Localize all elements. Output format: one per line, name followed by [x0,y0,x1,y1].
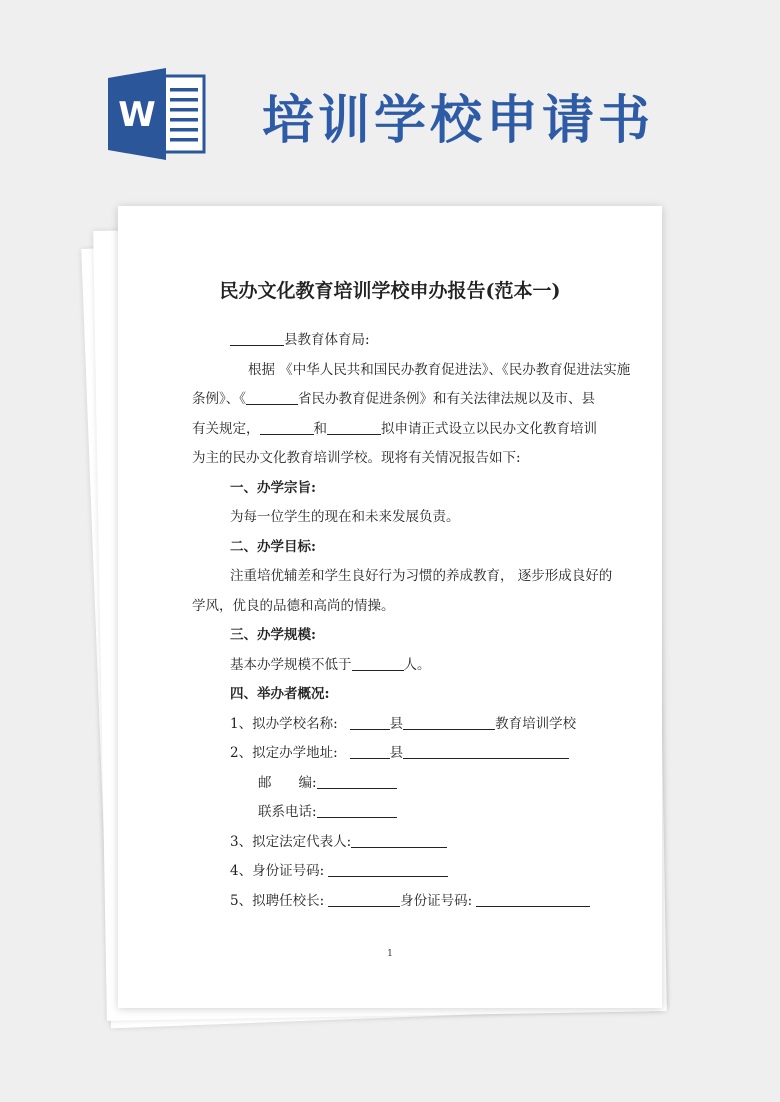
blank-field [327,418,381,435]
blank-field [350,742,390,759]
paragraph-line [192,415,610,445]
section-text: 注重培优辅差和学生良好行为习惯的养成教育， 逐步形成良好的 [230,568,613,584]
blank-field [352,654,404,671]
blank-field [328,860,448,877]
header [0,0,780,200]
text-span: 邮 编: [258,774,317,791]
logo-letter: W [118,95,156,135]
text-span: 省民办教育促进条例》和有关法律法规以及市、县 [298,391,595,407]
section-heading: 四、举办者概况: [230,686,330,702]
paragraph-line [192,385,610,415]
document-page [118,206,662,1008]
main-title: 培训学校申请书 [262,91,655,151]
blank-field [260,418,314,435]
blank-field [317,801,397,818]
text-span: 人。 [403,656,431,673]
info-line [230,769,610,799]
info-line [230,710,610,740]
blank-field [246,388,298,405]
blank-field [317,772,397,789]
blank-field [403,713,495,730]
text-span: 5、拟聘任校长: [230,892,325,909]
text-span: 3、拟定法定代表人: [230,833,352,850]
text-span: 联系电话: [258,804,317,820]
section-text [230,651,610,681]
blank-field [351,831,447,848]
addressee-line [230,326,610,356]
text-span: 1、拟办学校名称: [230,715,338,732]
section-heading: 三、办学规模: [230,627,316,643]
text-span: 县 [389,745,404,761]
info-line [230,798,610,828]
text-span: 2、拟定办学地址: [230,745,338,761]
blank-field [230,329,284,346]
text-span: 条例》、《 [192,391,246,407]
text-span: 有关规定， [192,420,260,437]
text-span: 县 [389,715,404,732]
info-line [230,887,610,917]
blank-field [403,742,569,759]
text-span: 和 [313,420,327,437]
text-span: 拟申请正式设立以民办文化教育培训 [381,420,597,437]
text-span: 教育培训学校 [495,715,577,732]
section-text: 学风，优良的品德和高尚的情操。 [192,597,395,614]
document-title: 民办文化教育培训学校申办报告(范本一) [219,280,561,302]
paragraph-line: 根据 《中华人民共和国民办教育促进法》、《民办教育促进法实施 [248,361,631,378]
info-line [230,828,610,858]
word-icon [108,68,208,160]
text-span: 基本办学规模不低于 [230,656,352,673]
info-line [230,857,610,887]
text-span: 身份证号码: [400,892,473,909]
page-number: 1 [387,949,393,959]
blank-field [328,890,400,907]
document-body [192,326,631,916]
section-text: 为每一位学生的现在和未来发展负责。 [230,509,460,525]
info-line [230,739,610,769]
blank-field [350,713,390,730]
addressee-text: 县教育体育局: [284,332,370,348]
section-heading: 二、办学目标: [230,538,316,555]
blank-field [476,890,590,907]
text-span: 4、身份证号码: [230,863,325,879]
paragraph-line: 为主的民办文化教育培训学校。现将有关情况报告如下: [192,450,521,466]
section-heading: 一、办学宗旨: [230,479,316,496]
